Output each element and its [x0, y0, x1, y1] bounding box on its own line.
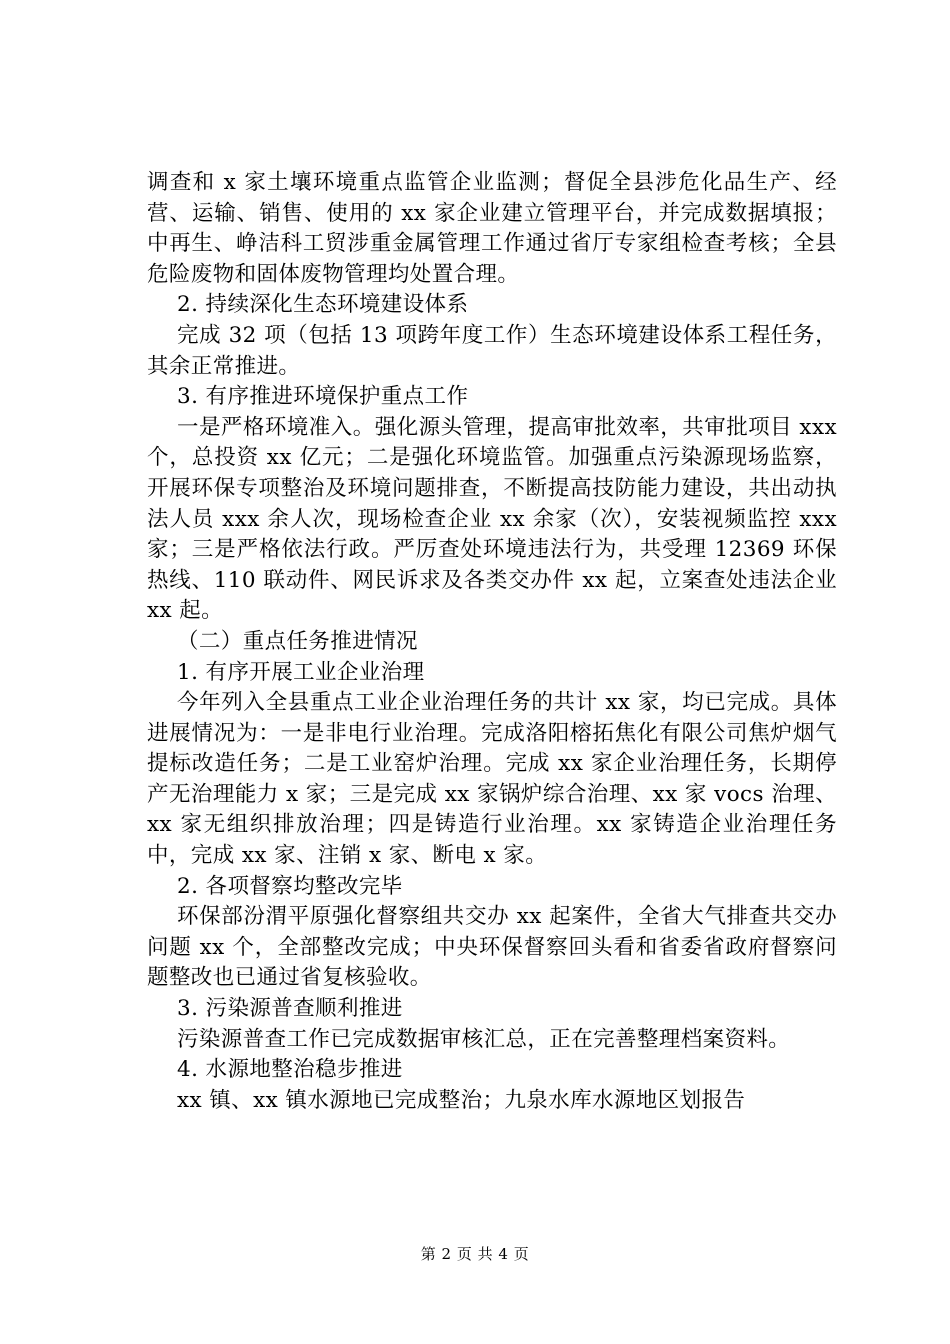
paragraph: 调查和 x 家土壤环境重点监管企业监测；督促全县涉危化品生产、经营、运输、销售、使用的 xx 家企业建立管理平台，并完成数据填报；中再生、峥洁科工贸涉重金属管理工作通过省厅专家组检查考核；全县危险废物和固体废物管理均处置合理。 [147, 170, 837, 287]
paragraph: xx 镇、xx 镇水源地已完成整治；九泉水库水源地区划报告 [177, 1087, 746, 1113]
paragraph: 污染源普查工作已完成数据审核汇总，正在完善整理档案资料。 [177, 1026, 791, 1052]
section-heading: 2. 持续深化生态环境建设体系 [177, 292, 469, 318]
section-heading: 4. 水源地整治稳步推进 [177, 1057, 403, 1083]
page-number-footer: 第 2 页 共 4 页 [420, 1245, 530, 1263]
section-heading: （二）重点任务推进情况 [177, 628, 418, 654]
paragraph: 环保部汾渭平原强化督察组共交办 xx 起案件，全省大气排查共交办问题 xx 个，全部整改完成；中央环保督察回头看和省委省政府督察问题整改也已通过省复核验收。 [147, 904, 837, 991]
section-heading: 3. 有序推进环境保护重点工作 [177, 384, 469, 410]
section-heading: 1. 有序开展工业企业治理 [177, 659, 425, 685]
paragraph: 一是严格环境准入。强化源头管理，提高审批效率，共审批项目 xxx 个，总投资 xx 亿元；二是强化环境监管。加强重点污染源现场监察，开展环保专项整治及环境问题排查，不断提高技防能力建设，共出动执法人员 xxx 余人次，现场检查企业 xx 余家（次），安装视频监控 xxx 家；三是严格依法行政。严厉查处环境违法行为，共受理 12369 环保热线、110 联动件、网民诉求及各类交办件 xx 起，立案查处违法企业 xx 起。 [147, 414, 837, 624]
document-body [147, 168, 837, 1116]
paragraph: 完成 32 项（包括 13 项跨年度工作）生态环境建设体系工程任务，其余正常推进。 [147, 322, 837, 379]
section-heading: 3. 污染源普查顺利推进 [177, 996, 403, 1022]
section-heading: 2. 各项督察均整改完毕 [177, 873, 403, 899]
paragraph: 今年列入全县重点工业企业治理任务的共计 xx 家，均已完成。具体进展情况为：一是非电行业治理。完成洛阳榕拓焦化有限公司焦炉烟气提标改造任务；二是工业窑炉治理。完成 xx 家企业治理任务，长期停产无治理能力 x 家；三是完成 xx 家锅炉综合治理、xx 家 vocs 治理、xx 家无组织排放治理；四是铸造行业治理。xx 家铸造企业治理任务中，完成 xx 家、注销 x 家、断电 x 家。 [147, 690, 837, 869]
